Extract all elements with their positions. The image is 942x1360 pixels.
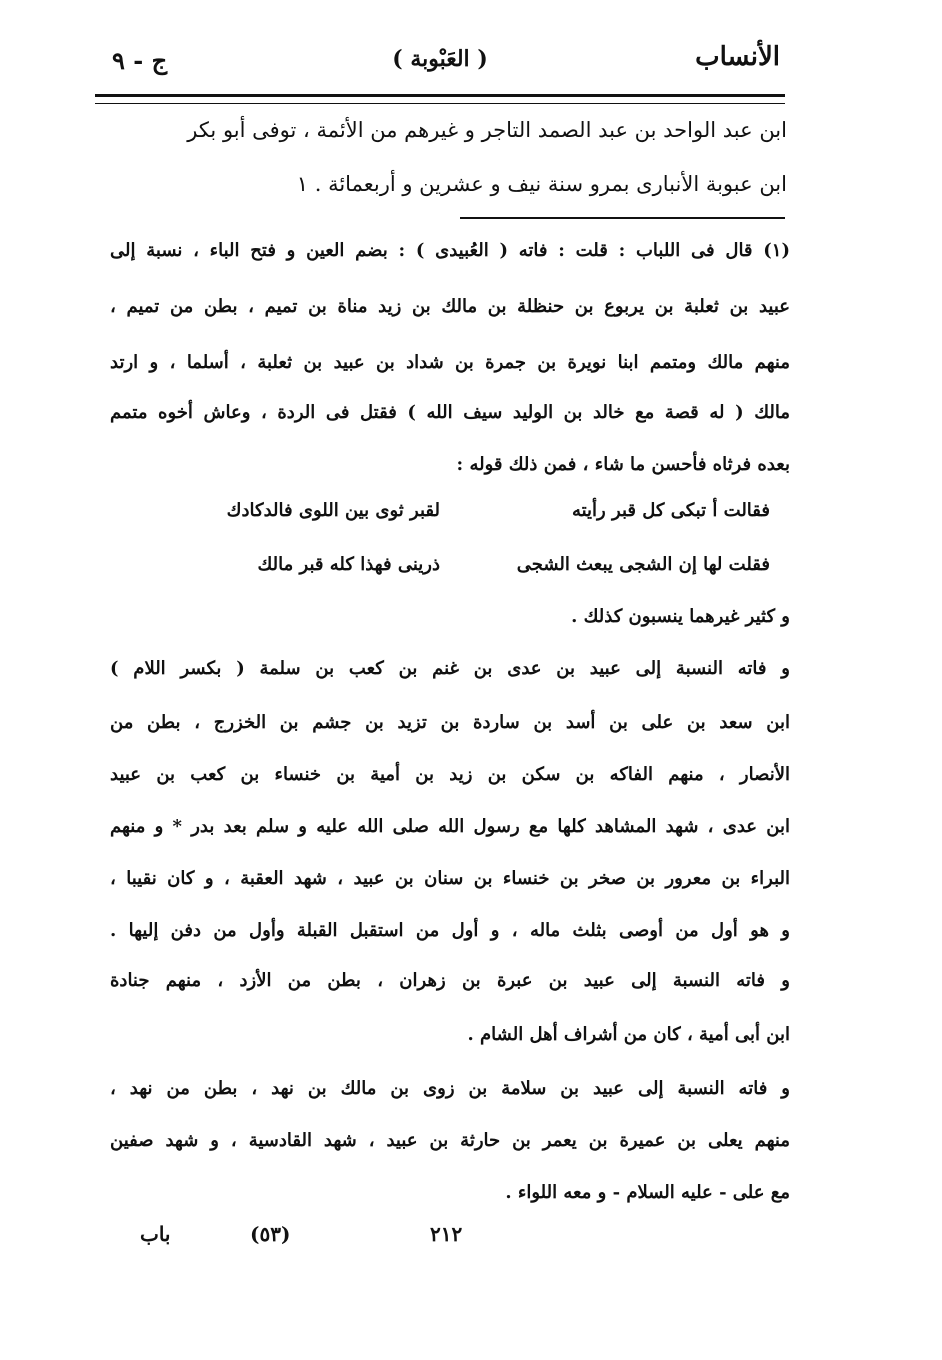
footnote-separator (460, 217, 785, 219)
footnote-line: و هو أول من أوصى بثلث ماله ، و أول من استقبل القبلة وأول من دفن إليها . (110, 920, 790, 941)
section-title: ( العَبْوبة ) (392, 46, 488, 72)
footnote-line: عبيد بن ثعلبة بن يربوع بن حنظلة بن مالك بن زيد مناة بن تميم ، بطن من تميم ، (110, 296, 790, 317)
page-number: ٢١٢ (430, 1222, 463, 1246)
poem-hemistich: لقبر ثوى بين اللوى فالدكادك (226, 500, 440, 521)
footnote-line: مالك ( له قصة مع خالد بن الوليد سيف الله ) فقتل فى الردة ، وعاش أخوه متمم (110, 402, 790, 423)
main-text-line: ابن عبوبة الأنبارى بمرو سنة نيف و عشرين و أربعمائة . ١ (296, 172, 787, 196)
footnote-line: ابن عدى ، شهد المشاهد كلها مع رسول الله صلى الله عليه و سلم بعد بدر * و منهم (110, 816, 790, 837)
footnote-line: و فاته النسبة إلى عبيد بن عدى بن غنم بن كعب بن سلمة ( بكسر اللام ) (110, 658, 790, 679)
footnote-line: منهم مالك ومتمم ابنا نويرة بن جمرة بن شداد بن عبيد بن ثعلبة ، أسلما ، و ارتد (110, 352, 790, 373)
poem-hemistich: ذرينى فهذا كله قبر مالك (257, 554, 440, 575)
footnote-line: ابن أبى أمية ، كان من أشراف أهل الشام . (467, 1024, 790, 1045)
poem-hemistich: فقلت لها إن الشجى يبعث الشجى (516, 554, 770, 575)
footnote-line: ابن سعد بن على بن أسد بن ساردة بن تزيد بن جشم بن الخزرج ، بطن من (110, 712, 790, 733)
footnote-line: و فاته النسبة إلى عبيد بن عبرة بن زهران ، بطن من الأزد ، منهم جنادة (110, 970, 790, 991)
main-text-line: ابن عبد الواحد بن عبد الصمد التاجر و غيرهم من الأئمة ، توفى أبو بكر (187, 118, 787, 142)
volume-number: ج - ٩ (112, 46, 168, 75)
header-rule (95, 94, 785, 104)
page-footer (130, 1222, 630, 1252)
signature-mark: (٥٣) (250, 1222, 291, 1246)
poem-hemistich: فقالت أ تبكى كل قبر رأيته (571, 500, 770, 521)
book-title: الأنساب (695, 42, 780, 72)
footnote-line: منهم يعلى بن عميرة بن يعمر بن حارثة بن عبيد ، شهد القادسية ، و شهد صفين (110, 1130, 790, 1151)
catchword: باب (140, 1222, 171, 1246)
footnote-line: البراء بن معرور بن صخر بن خنساء بن سنان بن عبيد ، شهد العقبة ، و كان نقيبا ، (110, 868, 790, 889)
footnote-line: و كثير غيرهما ينسبون كذلك . (571, 606, 790, 627)
footnote-line: الأنصار ، منهم الفاكه بن سكن بن زيد بن أمية بن خنساء بن كعب بن عبيد (110, 764, 790, 785)
footnote-line: بعده فرثاه فأحسن ما شاء ، فمن ذلك قوله : (456, 454, 790, 475)
footnote-line: مع على - عليه السلام - و معه اللواء . (505, 1182, 790, 1203)
page-header (100, 40, 780, 90)
footnote-line: و فاته النسبة إلى عبيد بن سلامة بن زوى بن مالك بن نهد ، بطن من نهد ، (110, 1078, 790, 1099)
footnote-line: (١) قال فى اللباب : قلت : فاته ( العُبيدى ) : بضم العين و فتح الباء ، نسبة إلى (110, 240, 790, 261)
